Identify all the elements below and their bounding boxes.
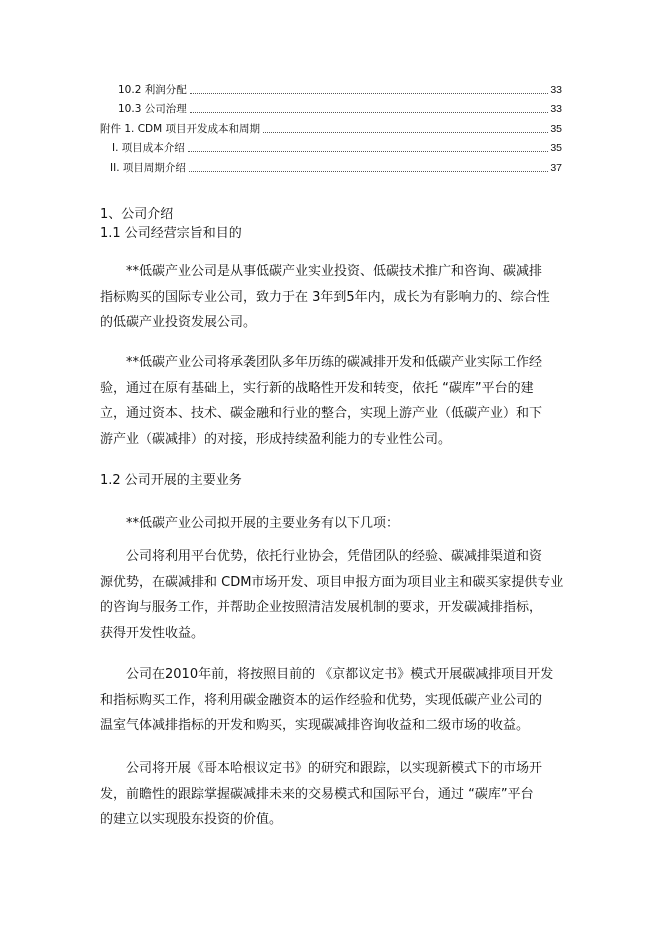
toc-entry-page: 33 [550,83,562,96]
toc-entry-label: II. 项目周期介绍 [110,161,186,174]
paragraph-line: 游产业（碳减排）的对接，形成持续盈利能力的专业性公司。 [100,431,452,447]
paragraph-line: 的建立以实现股东投资的价值。 [100,812,283,827]
paragraph [100,511,566,537]
paragraph [100,756,566,833]
paragraph [100,259,566,336]
table-of-contents [100,76,562,174]
paragraph-line: 公司将开展《哥本哈根议定书》的研究和跟踪，以实现新模式下的市场开 [126,761,543,776]
paragraph-line: 公司将利用平台优势，依托行业协会，凭借团队的经验、碳减排渠道和资 [126,549,543,564]
paragraph-line: 公司在2010年前，将按照目前的 《京都议定书》模式开展碳减排项目开发 [126,667,554,682]
paragraph-line: 和指标购买工作，将利用碳金融资本的运作经验和优势，实现低碳产业公司的 [100,692,543,708]
paragraph-line: 的低碳产业投资发展公司。 [100,315,257,330]
paragraph [100,350,566,452]
section-title: 1、公司介绍 [100,207,174,222]
toc-entry-page: 33 [550,103,562,115]
toc-leader-dots [190,92,549,94]
toc-leader-dots [189,170,548,172]
paragraph-line: **低碳产业公司是从事低碳产业实业投资、低碳技术推广和咨询、碳减排 [126,264,543,279]
paragraph-line: 发，前瞻性的跟踪掌握碳减排未来的交易模式和国际平台，通过 “碳库”平台 [100,786,534,802]
toc-entry[interactable] [100,135,562,155]
toc-entry-label: 附件 1. CDM 项目开发成本和周期 [100,122,261,135]
paragraph-line: 温室气体减排指标的开发和购买，实现碳减排咨询收益和二级市场的收益。 [100,718,530,733]
toc-entry[interactable] [100,76,562,96]
toc-leader-dots [190,111,549,113]
subsection-title: 1.2 公司开展的主要业务 [100,473,242,488]
paragraph-line: 立，通过资本、技术、碳金融和行业的整合，实现上游产业（低碳产业）和下 [100,406,543,421]
toc-entry-label: 10.2 利润分配 [118,83,187,96]
subsection-title: 1.1 公司经营宗旨和目的 [100,226,242,241]
paragraph-line: 获得开发性收益。 [100,625,205,641]
paragraph-line: 的咨询与服务工作，并帮助企业按照清洁发展机制的要求，开发碳减排指标， [100,600,543,615]
toc-leader-dots [263,131,548,133]
paragraph-line: 指标购买的国际专业公司，致力于在 3年到5年内，成长为有影响力的、综合性 [100,289,550,305]
paragraph [100,544,566,646]
paragraph-line: **低碳产业公司将承袭团队多年历练的碳减排开发和低碳产业实际工作经 [126,355,543,370]
paragraph [100,662,566,739]
toc-entry-label: I. 项目成本介绍 [112,142,185,154]
toc-entry-page: 37 [550,161,562,174]
toc-entry-page: 35 [550,142,562,154]
paragraph-line: 源优势，在碳减排和 CDM市场开发、项目申报方面为项目业主和碳买家提供专业 [100,574,564,590]
paragraph-line: 验，通过在原有基础上，实行新的战略性开发和转变，依托 “碳库”平台的建 [100,380,534,396]
toc-entry-page: 35 [550,122,562,135]
toc-leader-dots [188,150,549,152]
paragraph-line: **低碳产业公司拟开展的主要业务有以下几项： [126,516,400,531]
toc-entry-label: 10.3 公司治理 [118,103,187,115]
toc-entry[interactable] [100,115,562,135]
toc-entry[interactable] [100,154,562,174]
toc-entry[interactable] [100,96,562,116]
